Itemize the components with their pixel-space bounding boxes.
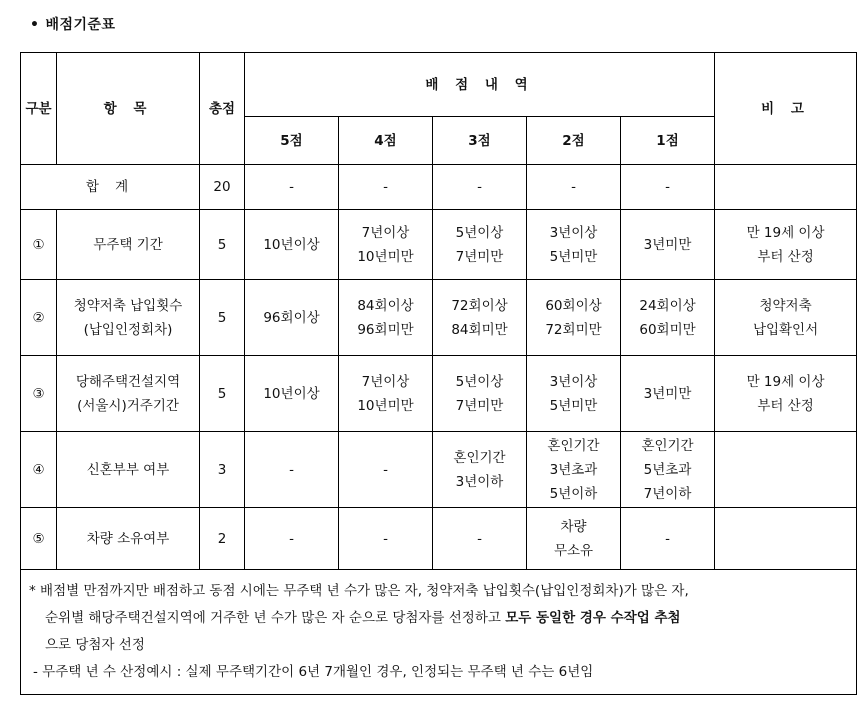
score-cell-line: -	[383, 530, 388, 547]
row-item-line: (납입인정회차)	[83, 321, 173, 338]
table-row	[21, 280, 857, 356]
row-note	[715, 508, 857, 570]
footnote-line	[29, 605, 848, 632]
score-cell-line: 96회미만	[357, 321, 414, 338]
score-cell-line: -	[289, 461, 294, 478]
score-cell-line: 24회이상	[639, 297, 696, 314]
score-cell-line: 5년미만	[549, 248, 598, 265]
score-cell-line: 5년이상	[455, 224, 504, 241]
score-cell-line: 84회미만	[451, 321, 508, 338]
table-row	[21, 508, 857, 570]
score-cell	[433, 280, 527, 356]
sum-cell: -	[433, 165, 527, 210]
row-note	[715, 210, 857, 280]
score-cell	[621, 280, 715, 356]
score-cell	[433, 210, 527, 280]
score-cell-line: 3년이상	[549, 373, 598, 390]
row-item-line: 무주택 기간	[93, 236, 163, 253]
score-cell-line: 72회미만	[545, 321, 602, 338]
score-cell-line: 10년미만	[357, 397, 414, 414]
score-cell-line: 5년미만	[549, 397, 598, 414]
row-note-line: 부터 산정	[757, 248, 814, 265]
score-cell	[527, 508, 621, 570]
score-cell	[245, 356, 339, 432]
footnote-emphasis: 모두 동일한 경우 수작업 추첨	[505, 610, 681, 626]
sum-cell: -	[621, 165, 715, 210]
row-note	[715, 356, 857, 432]
footnote	[21, 570, 857, 695]
sum-cell: -	[527, 165, 621, 210]
row-item	[57, 356, 200, 432]
score-cell	[339, 508, 433, 570]
score-cell-line: -	[289, 530, 294, 547]
row-note	[715, 280, 857, 356]
score-cell-line: 3년미만	[643, 236, 692, 253]
score-cell-line: 5년초과	[643, 461, 692, 478]
sum-row	[21, 165, 857, 210]
score-cell-line: 10년이상	[263, 385, 320, 402]
row-note-line: 만 19세 이상	[746, 373, 825, 390]
table-row	[21, 210, 857, 280]
score-cell	[527, 280, 621, 356]
header-3pt: 3점	[433, 117, 527, 165]
score-cell	[621, 356, 715, 432]
header-breakdown: 배 점 내 역	[245, 53, 715, 117]
score-cell-line: 72회이상	[451, 297, 508, 314]
section-heading	[30, 14, 116, 34]
score-cell-line: 7년이하	[643, 485, 692, 502]
header-category: 구분	[21, 53, 57, 165]
score-cell	[433, 508, 527, 570]
score-cell-line: 10년이상	[263, 236, 320, 253]
score-cell-line: 3년이상	[549, 224, 598, 241]
score-cell-line: 혼인기간	[547, 437, 600, 454]
score-cell-line: 84회이상	[357, 297, 414, 314]
table-row	[21, 356, 857, 432]
header-note: 비 고	[715, 53, 857, 165]
score-cell	[621, 432, 715, 508]
row-item-line: 차량 소유여부	[86, 530, 170, 547]
score-cell-line: 3년이하	[455, 473, 504, 490]
score-cell-line: 96회이상	[263, 309, 320, 326]
score-cell	[245, 280, 339, 356]
row-total: 5	[200, 210, 245, 280]
header-item: 항 목	[57, 53, 200, 165]
row-note-line: 청약저축	[759, 297, 812, 314]
header-1pt: 1점	[621, 117, 715, 165]
row-item-line: 청약저축 납입횟수	[73, 297, 183, 314]
row-item	[57, 508, 200, 570]
sum-label: 합 계	[21, 165, 200, 210]
score-cell-line: 10년미만	[357, 248, 414, 265]
score-cell-line: 혼인기간	[453, 449, 506, 466]
score-cell-line: 7년미만	[455, 397, 504, 414]
score-cell-line: 5년이상	[455, 373, 504, 390]
row-total: 2	[200, 508, 245, 570]
row-item-line: (서울시)거주기간	[77, 397, 179, 414]
score-cell-line: 60회미만	[639, 321, 696, 338]
score-cell-line: -	[477, 530, 482, 547]
score-cell-line: -	[383, 461, 388, 478]
score-cell-line: 3년미만	[643, 385, 692, 402]
sum-total: 20	[200, 165, 245, 210]
row-number: ②	[21, 280, 57, 356]
sum-cell: -	[245, 165, 339, 210]
row-total: 3	[200, 432, 245, 508]
row-item-line: 신혼부부 여부	[86, 461, 170, 478]
score-cell-line: 7년이상	[361, 224, 410, 241]
score-cell	[433, 356, 527, 432]
row-note-line: 만 19세 이상	[746, 224, 825, 241]
row-number: ④	[21, 432, 57, 508]
score-cell	[339, 356, 433, 432]
footnote-example: - 무주택 년 수 산정예시 : 실제 무주택기간이 6년 7개월인 경우, 인정되는 무주택 년 수는 6년임	[33, 664, 594, 680]
table-row	[21, 432, 857, 508]
row-total: 5	[200, 356, 245, 432]
score-cell	[245, 508, 339, 570]
score-cell-line: 60회이상	[545, 297, 602, 314]
row-note-line: 납입확인서	[752, 321, 819, 338]
score-cell	[433, 432, 527, 508]
score-table	[20, 52, 857, 695]
header-4pt: 4점	[339, 117, 433, 165]
row-item	[57, 210, 200, 280]
row-item-line: 당해주택건설지역	[75, 373, 181, 390]
row-item	[57, 280, 200, 356]
score-cell-line: 3년초과	[549, 461, 598, 478]
score-cell	[527, 210, 621, 280]
bullet: •	[30, 17, 40, 33]
row-number: ①	[21, 210, 57, 280]
score-cell-line: -	[665, 530, 670, 547]
score-cell-line: 5년이하	[549, 485, 598, 502]
score-cell	[621, 508, 715, 570]
score-cell	[245, 432, 339, 508]
footnote-line: 으로 당첨자 선정	[45, 637, 145, 653]
row-number: ⑤	[21, 508, 57, 570]
header-5pt: 5점	[245, 117, 339, 165]
score-cell-line: 7년미만	[455, 248, 504, 265]
score-cell	[339, 432, 433, 508]
score-cell-line: 혼인기간	[641, 437, 694, 454]
score-cell	[527, 432, 621, 508]
header-2pt: 2점	[527, 117, 621, 165]
row-total: 5	[200, 280, 245, 356]
score-cell	[621, 210, 715, 280]
sum-note	[715, 165, 857, 210]
heading-text: 배점기준표	[45, 17, 116, 33]
row-note-line: 부터 산정	[757, 397, 814, 414]
footnote-line: * 배점별 만점까지만 배점하고 동점 시에는 무주택 년 수가 많은 자, 청약저축 납입횟수(납입인정회차)가 많은 자,	[29, 583, 689, 599]
score-cell	[339, 210, 433, 280]
score-cell-line: 차량	[560, 518, 587, 535]
score-cell	[527, 356, 621, 432]
footnote-text: 순위별 해당주택건설지역에 거주한 년 수가 많은 자 순으로 당첨자를 선정하고	[45, 610, 506, 626]
score-cell	[245, 210, 339, 280]
score-cell	[339, 280, 433, 356]
score-cell-line: 무소유	[553, 542, 594, 559]
row-item	[57, 432, 200, 508]
row-number: ③	[21, 356, 57, 432]
header-total: 총점	[200, 53, 245, 165]
sum-cell: -	[339, 165, 433, 210]
row-note	[715, 432, 857, 508]
score-cell-line: 7년이상	[361, 373, 410, 390]
